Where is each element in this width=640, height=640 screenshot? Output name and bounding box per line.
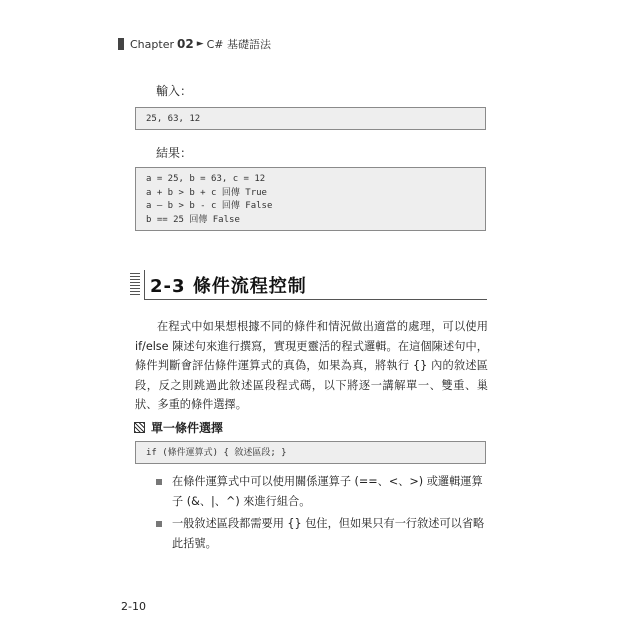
input-label: 輸入：	[156, 84, 193, 98]
header-chapter-number: 02	[176, 37, 194, 51]
result-code-line: b == 25 回傳 False	[146, 214, 240, 225]
list-item	[156, 514, 492, 554]
running-header	[118, 36, 271, 52]
page-number: 2-10	[121, 600, 146, 613]
section-heading	[130, 270, 487, 300]
section-title	[150, 272, 307, 298]
bullet-text: 在條件運算式中可以使用關係運算子 (==、<、>) 或邏輯運算子 (&、|、^) 來進行組合。	[172, 475, 483, 508]
result-code-block	[135, 167, 486, 231]
header-chapter-title: C# 基礎語法	[206, 38, 272, 51]
result-code-line: a + b > b + c 回傳 True	[146, 187, 267, 198]
bullet-text: 一般敘述區段都需要用 {} 包住，但如果只有一行敘述可以省略此括號。	[172, 517, 485, 550]
input-code-line: 25, 63, 12	[146, 114, 201, 124]
section-title-text: 條件流程控制	[192, 276, 307, 297]
section-stripes-icon	[130, 273, 140, 297]
syntax-code-line: if (條件運算式) { 敘述區段; }	[146, 448, 287, 458]
result-label: 結果：	[156, 146, 193, 160]
hatched-square-icon	[134, 422, 145, 433]
input-code-block	[135, 107, 486, 130]
header-bar-icon	[118, 38, 124, 50]
subsection-title: 單一條件選擇	[151, 421, 224, 435]
result-code-line: a – b > b - c 回傳 False	[146, 201, 273, 211]
syntax-code-block	[135, 441, 486, 464]
body-paragraph: 在程式中如果想根據不同的條件和情況做出適當的處理，可以使用 if/else 陳述句來進行撰寫，實現更靈活的程式邏輯。在這個陳述句中，條件判斷會評估條件運算式的真偽，如果為真，將執行 {} 內的敘述區段，反之則跳過此敘述區段程式碼，以下將逐一講解單一、雙重、巢狀、多重的條件選擇。	[135, 320, 488, 412]
bullet-square-icon	[156, 479, 162, 485]
header-chapter-prefix: Chapter	[130, 37, 174, 51]
result-code-line: a = 25, b = 63, c = 12	[146, 174, 266, 184]
section-number: 2-3	[150, 276, 186, 297]
subsection-heading	[134, 419, 223, 436]
section-divider	[144, 299, 487, 300]
bullet-square-icon	[156, 521, 162, 527]
header-arrow-icon: ►	[196, 39, 204, 49]
list-item	[156, 472, 492, 512]
bullet-list	[156, 472, 492, 556]
section-divider-vertical	[144, 270, 145, 300]
